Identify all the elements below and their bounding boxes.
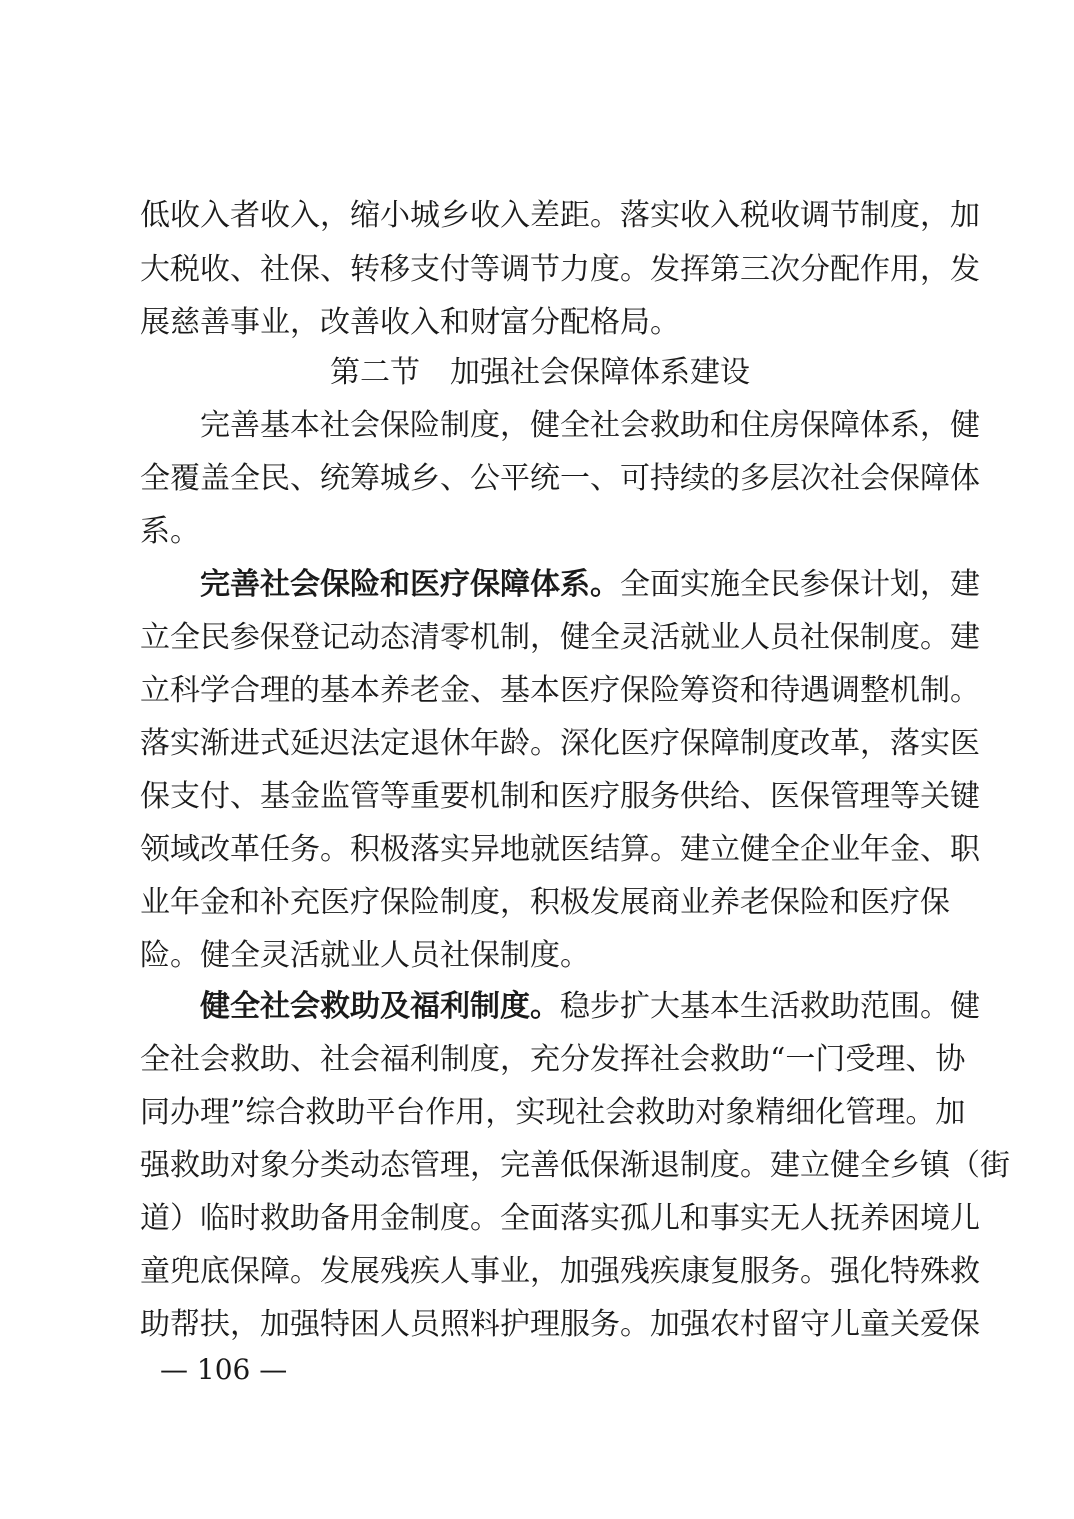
insurance-line-6: 领域改革任务。积极落实异地就医结算。建立健全企业年金、职	[140, 832, 980, 867]
page-number: — 106 —	[160, 1353, 288, 1386]
assistance-line-5: 道）临时救助备用金制度。全面落实孤儿和事实无人抚养困境儿	[140, 1201, 980, 1236]
section-heading: 第二节 加强社会保障体系建设	[330, 355, 750, 390]
insurance-first-rest: 全面实施全民参保计划，建	[620, 567, 980, 602]
intro-line-3: 展慈善事业，改善收入和财富分配格局。	[140, 305, 680, 340]
section-paragraph-line-1: 完善基本社会保险制度，健全社会救助和住房保障体系，健	[200, 408, 980, 443]
assistance-line-7: 助帮扶，加强特困人员照料护理服务。加强农村留守儿童关爱保	[140, 1307, 980, 1342]
section-paragraph-line-3: 系。	[140, 514, 200, 549]
assistance-line-3: 同办理”综合救助平台作用，实现社会救助对象精细化管理。加	[140, 1095, 966, 1130]
insurance-lead: 完善社会保险和医疗保障体系。	[200, 567, 620, 602]
insurance-line-8: 险。健全灵活就业人员社保制度。	[140, 938, 590, 973]
assistance-line-4: 强救助对象分类动态管理，完善低保渐退制度。建立健全乡镇（街	[140, 1148, 1010, 1183]
assistance-line-2: 全社会救助、社会福利制度，充分发挥社会救助“一门受理、协	[140, 1042, 966, 1077]
assistance-lead: 健全社会救助及福利制度。	[200, 989, 560, 1024]
section-paragraph-line-2: 全覆盖全民、统筹城乡、公平统一、可持续的多层次社会保障体	[140, 461, 980, 496]
insurance-paragraph-line-1	[140, 565, 980, 605]
assistance-first-rest: 稳步扩大基本生活救助范围。健	[560, 989, 980, 1024]
assistance-paragraph-line-1	[140, 987, 980, 1027]
insurance-line-3: 立科学合理的基本养老金、基本医疗保险筹资和待遇调整机制。	[140, 673, 980, 708]
insurance-line-7: 业年金和补充医疗保险制度，积极发展商业养老保险和医疗保	[140, 885, 950, 920]
insurance-line-5: 保支付、基金监管等重要机制和医疗服务供给、医保管理等关键	[140, 779, 980, 814]
assistance-line-6: 童兜底保障。发展残疾人事业，加强残疾康复服务。强化特殊救	[140, 1254, 980, 1289]
intro-line-2: 大税收、社保、转移支付等调节力度。发挥第三次分配作用，发	[140, 252, 980, 287]
insurance-line-4: 落实渐进式延迟法定退休年龄。深化医疗保障制度改革，落实医	[140, 726, 980, 761]
intro-line-1: 低收入者收入，缩小城乡收入差距。落实收入税收调节制度，加	[140, 198, 980, 233]
insurance-line-2: 立全民参保登记动态清零机制，健全灵活就业人员社保制度。建	[140, 620, 980, 655]
